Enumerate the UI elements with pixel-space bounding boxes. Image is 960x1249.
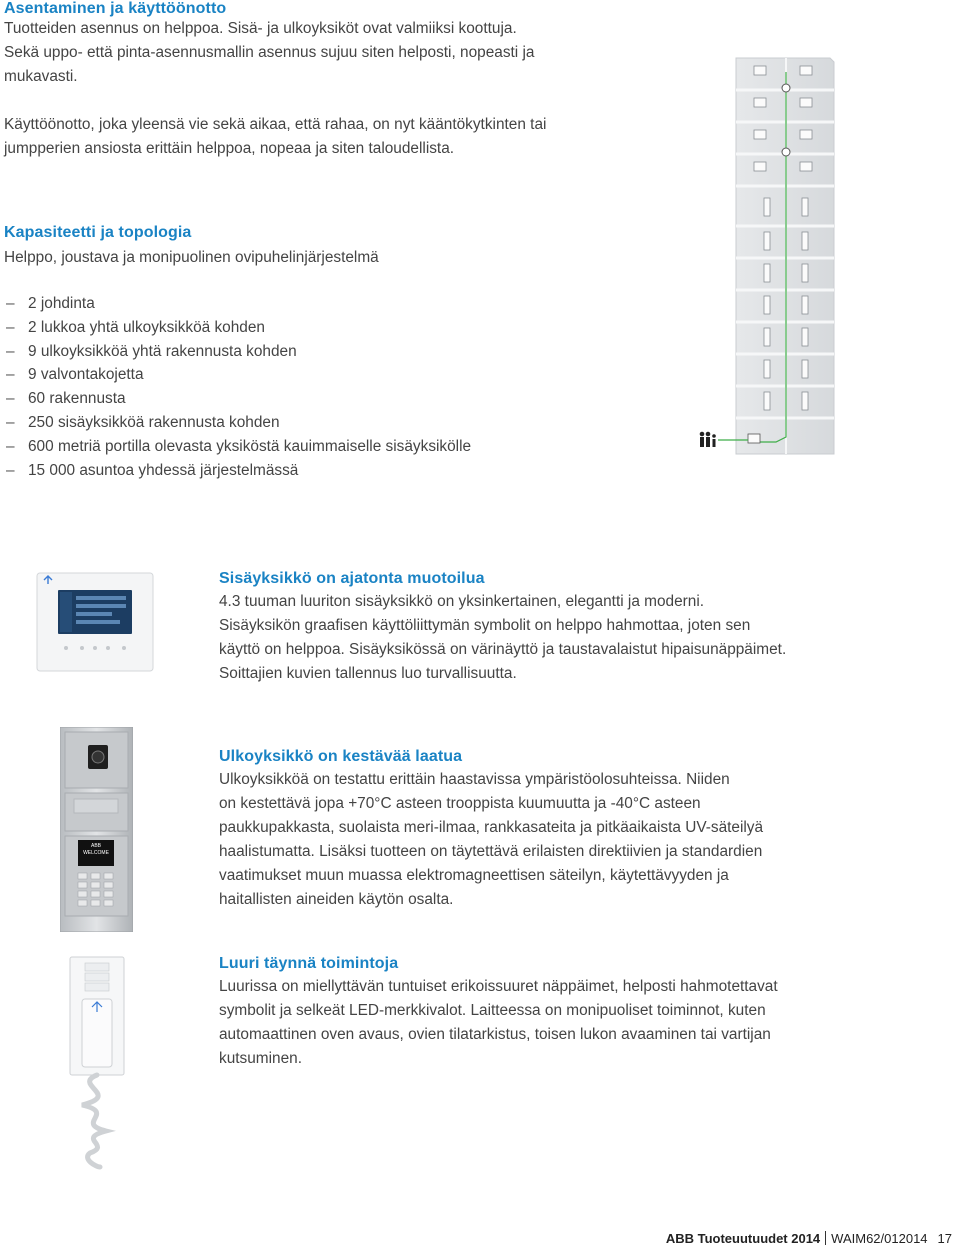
page-footer xyxy=(666,1231,952,1246)
outdoor-unit-image xyxy=(60,727,133,932)
footer-code: WAIM62/012014 xyxy=(831,1231,928,1246)
text-line: Sisäyksikön graafisen käyttöliittymän symbolit on helppo hahmottaa, joten sen xyxy=(219,617,751,634)
list-item: – 2 lukkoa yhtä ulkoyksikköä kohden xyxy=(4,316,471,340)
text-line: käyttö on helppoa. Sisäyksikössä on värinäyttö ja taustavalaistut hipaisunäppäimet. xyxy=(219,641,787,658)
text-line: 4.3 tuuman luuriton sisäyksikkö on yksinkertainen, elegantti ja moderni. xyxy=(219,593,705,610)
capacity-list xyxy=(4,292,471,482)
text-line: Soittajien kuvien tallennus luo turvallisuutta. xyxy=(219,665,517,682)
capacity-subtitle: Helppo, joustava ja monipuolinen ovipuhelinjärjestelmä xyxy=(4,249,379,266)
list-item: – 2 johdinta xyxy=(4,292,471,316)
install-heading: Asentaminen ja käyttöönotto xyxy=(4,0,227,17)
text-line: symbolit ja selkeät LED-merkkivalot. Laitteessa on monipuoliset toiminnot, kuten xyxy=(219,1002,766,1019)
outdoor-display xyxy=(78,843,114,857)
text-line: Tuotteiden asennus on helppoa. Sisä- ja ulkoyksiköt ovat valmiiksi koottuja. xyxy=(4,20,517,37)
text-line: Luurissa on miellyttävän tuntuiset erikoissuuret näppäimet, helposti hahmotettavat xyxy=(219,978,778,995)
building-topology-illustration xyxy=(698,52,838,457)
text-line: vaatimukset muun muassa elektromagneettisen säteilyn, käytettävyyden ja xyxy=(219,867,729,884)
footer-divider xyxy=(825,1231,826,1245)
capacity-heading: Kapasiteetti ja topologia xyxy=(4,224,192,241)
footer-brand: ABB Tuoteuutuudet 2014 xyxy=(665,1231,821,1246)
outdoor-heading: Ulkoyksikkö on kestävää laatua xyxy=(219,748,463,765)
install-paragraph-1 xyxy=(4,17,534,89)
indoor-unit-image xyxy=(36,572,154,672)
list-item: – 15 000 asuntoa yhdessä järjestelmässä xyxy=(4,459,471,483)
install-paragraph-2 xyxy=(4,113,546,161)
page-number: 17 xyxy=(937,1231,952,1246)
text-line: Ulkoyksikköä on testattu erittäin haastavissa ympäristöolosuhteissa. Niiden xyxy=(219,771,730,788)
text-line: jumpperien ansiosta erittäin helppoa, nopeaa ja siten taloudellista. xyxy=(4,140,455,157)
text-line: Sekä uppo- että pinta-asennusmallin asennus sujuu siten helposti, nopeasti ja xyxy=(4,44,535,61)
list-item: – 9 ulkoyksikköä yhtä rakennusta kohden xyxy=(4,340,471,364)
list-item: – 250 sisäyksikköä rakennusta kohden xyxy=(4,411,471,435)
display-welcome-text: WELCOME xyxy=(83,850,109,856)
text-line: paukkupakkasta, suolaista meri-ilmaa, rankkasateita ja pitkäaikaista UV-säteilyä xyxy=(219,819,764,836)
list-item: – 600 metriä portilla olevasta yksiköstä kauimmaiselle sisäyksikölle xyxy=(4,435,471,459)
display-logo-text: ABB xyxy=(90,843,101,849)
text-line: Käyttöönotto, joka yleensä vie sekä aikaa, että rahaa, on nyt kääntökytkinten tai xyxy=(4,116,547,133)
text-line: mukavasti. xyxy=(4,68,78,85)
handset-paragraph xyxy=(219,975,778,1071)
text-line: automaattinen oven avaus, ovien tilatarkistus, toisen lukon avaaminen tai vartijan xyxy=(219,1026,771,1043)
text-line: haitallisten aineiden käytön osalta. xyxy=(219,891,454,908)
text-line: kutsuminen. xyxy=(219,1050,302,1067)
indoor-heading: Sisäyksikkö on ajatonta muotoilua xyxy=(219,570,485,587)
list-item: – 9 valvontakojetta xyxy=(4,363,471,387)
handset-image xyxy=(62,955,132,1170)
indoor-paragraph xyxy=(219,590,786,686)
text-line: haalistumatta. Lisäksi tuotteen on täytettävä erilaisten direktiivien ja standardien xyxy=(219,843,763,860)
outdoor-paragraph xyxy=(219,768,763,912)
text-line: on kestettävä jopa +70°C asteen trooppista kuumuutta ja -40°C asteen xyxy=(219,795,701,812)
handset-heading: Luuri täynnä toimintoja xyxy=(219,955,399,972)
list-item: – 60 rakennusta xyxy=(4,387,471,411)
